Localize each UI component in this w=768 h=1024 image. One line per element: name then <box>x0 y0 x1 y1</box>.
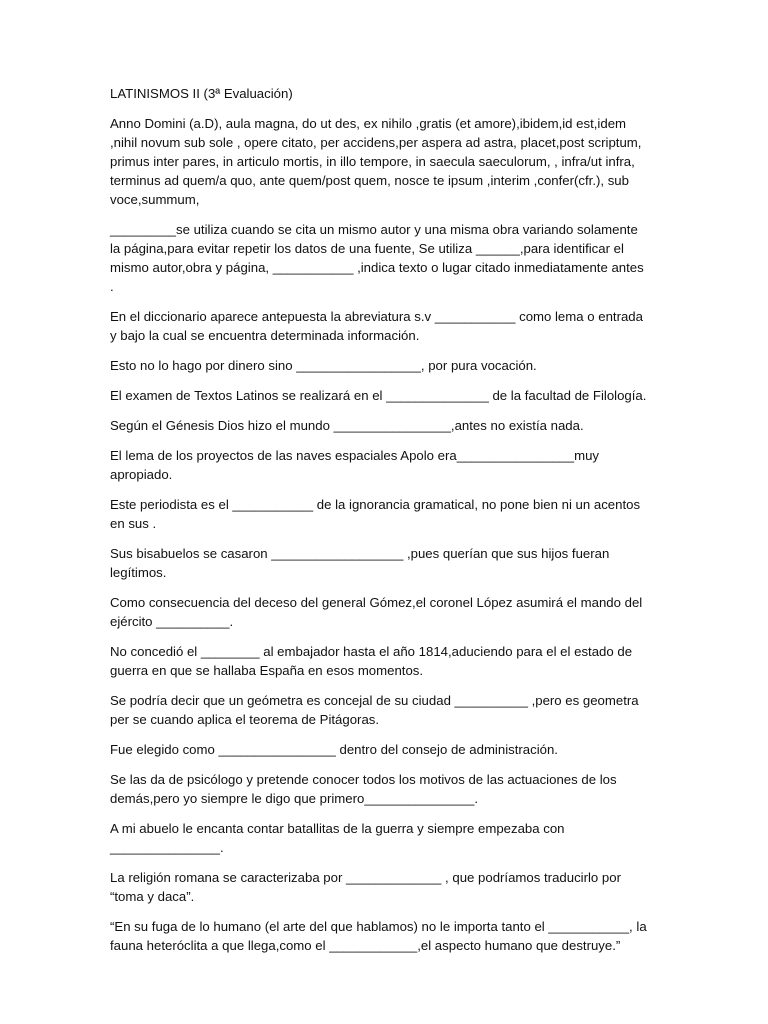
exercise-item: Se podría decir que un geómetra es concejal de su ciudad __________ ,pero es geometra per se cuando aplica el teorema de Pitágoras. <box>110 693 639 727</box>
exercise-item: Este periodista es el ___________ de la ignorancia gramatical, no pone bien ni un acentos en sus . <box>110 497 641 531</box>
exercise-item: Según el Génesis Dios hizo el mundo ________________,antes no existía nada. <box>110 418 584 433</box>
exercise-item: Se las da de psicólogo y pretende conocer todos los motivos de las actuaciones de los demás,pero yo siempre le digo que primero_______________. <box>110 772 617 806</box>
latin-expressions-list: Anno Domini (a.D), aula magna, do ut des, ex nihilo ,gratis (et amore),ibidem,id est,idem ,nihil novum sub sole , opere citato, per accidens,per aspera ad astra, placet,post scriptum, primus inter pares, in articulo mortis, in illo tempore, in saecula saeculorum, , infra/ut infra, terminus ad quem/a quo, ante quem/post quem, nosce te ipsum ,interim ,confer(cfr.), sub voce,summum, <box>110 116 642 207</box>
exercise-item: A mi abuelo le encanta contar batallitas de la guerra y siempre empezaba con _______________. <box>110 821 565 855</box>
exercise-item: La religión romana se caracterizaba por _____________ , que podríamos traducirlo por “toma y daca”. <box>110 870 621 904</box>
exercise-item: “En su fuga de lo humano (el arte del que hablamos) no le importa tanto el ___________, la fauna heteróclita a que llega,como el ____________,el aspecto humano que destruye.” <box>110 919 647 953</box>
exercise-item: El examen de Textos Latinos se realizará en el ______________ de la facultad de Filología. <box>110 388 647 403</box>
exercise-item: Fue elegido como ________________ dentro del consejo de administración. <box>110 742 558 757</box>
document-title: LATINISMOS II (3ª Evaluación) <box>110 86 293 101</box>
exercise-item: En el diccionario aparece antepuesta la abreviatura s.v ___________ como lema o entrada y bajo la cual se encuentra determinada información. <box>110 309 643 343</box>
exercise-item: _________se utiliza cuando se cita un mismo autor y una misma obra variando solamente la página,para evitar repetir los datos de una fuente, Se utiliza ______,para identificar el mismo autor,obra y página, ___________ ,indica texto o lugar citado inmediatamente antes . <box>110 222 644 294</box>
exercise-item: No concedió el ________ al embajador hasta el año 1814,aduciendo para el el estado de guerra en que se hallaba España en esos momentos. <box>110 644 633 678</box>
exercise-item: El lema de los proyectos de las naves espaciales Apolo era________________muy apropiado. <box>110 448 599 482</box>
exercise-item: Como consecuencia del deceso del general Gómez,el coronel López asumirá el mando del ejército __________. <box>110 595 643 629</box>
worksheet-page <box>110 84 650 966</box>
exercise-item: Sus bisabuelos se casaron __________________ ,pues querían que sus hijos fueran legítimos. <box>110 546 610 580</box>
exercise-item: Esto no lo hago por dinero sino _________________, por pura vocación. <box>110 358 537 373</box>
